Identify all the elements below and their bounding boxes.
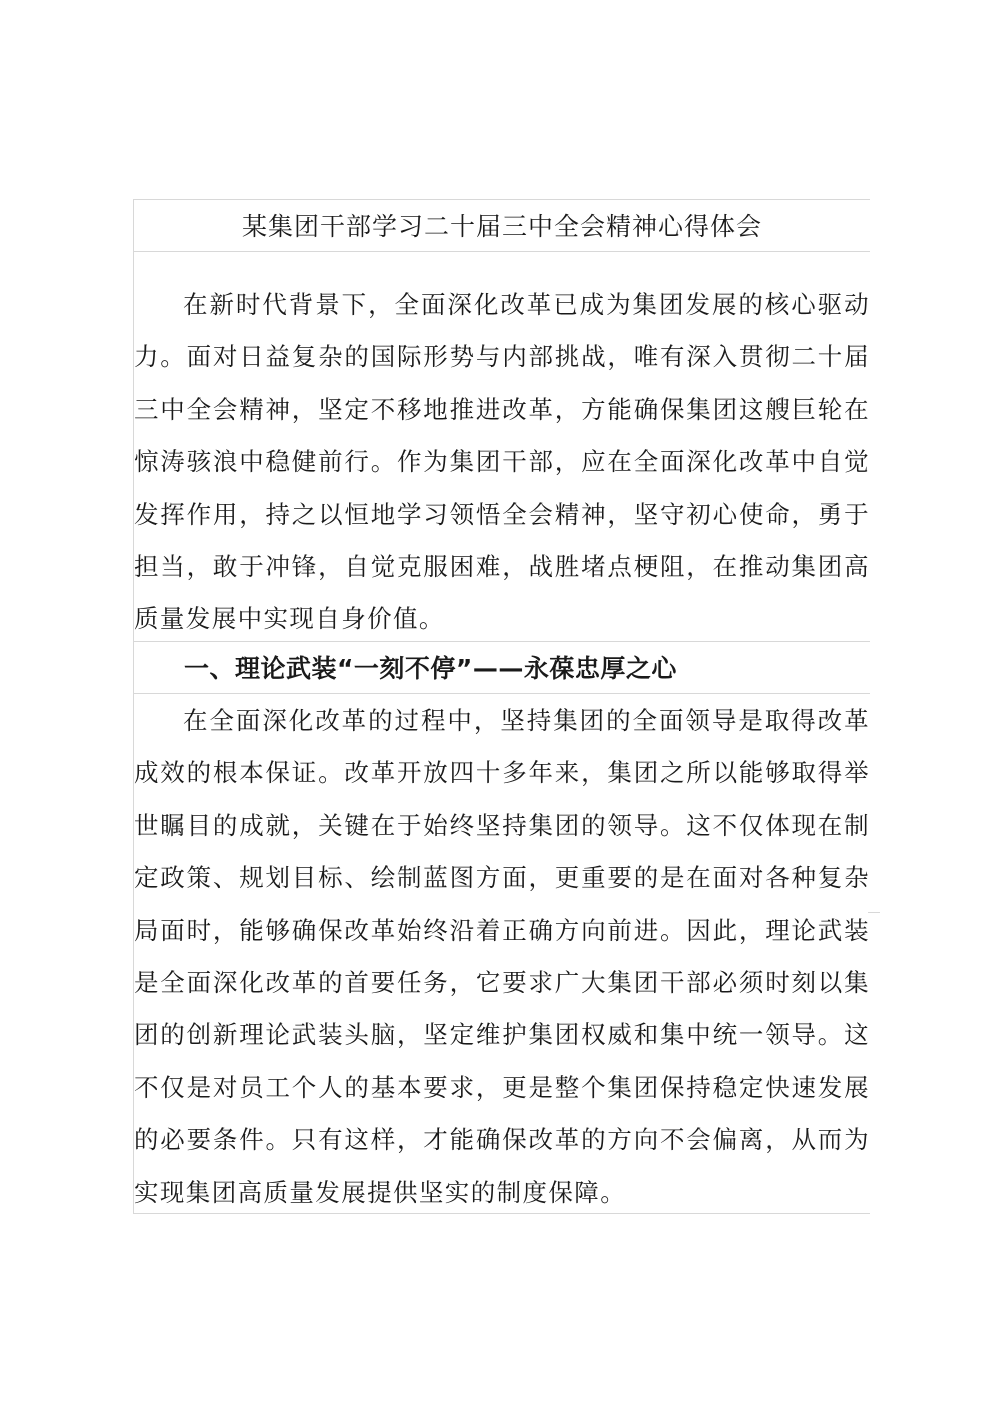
intro-paragraph: 在新时代背景下，全面深化改革已成为集团发展的核心驱动力。面对日益复杂的国际形势与内部挑战，唯有深入贯彻二十届三中全会精神，坚定不移地推进改革，方能确保集团这艘巨轮在惊涛骇浪中稳健前行。作为集团干部，应在全面深化改革中自觉发挥作用，持之以恒地学习领悟全会精神，坚守初心使命，勇于担当，敢于冲锋，自觉克服困难，战胜堵点梗阻，在推动集团高质量发展中实现自身价值。 (134, 290, 870, 634)
title-bottom-line (134, 251, 870, 252)
section-heading: 一、理论武装“一刻不停”——永葆忠厚之心 (184, 654, 677, 683)
document-title: 某集团干部学习二十届三中全会精神心得体会 (241, 212, 762, 241)
section-body-paragraph: 在全面深化改革的过程中，坚持集团的全面领导是取得改革成效的根本保证。改革开放四十多年来，集团之所以能够取得举世瞩目的成就，关键在于始终坚持集团的领导。这不仅体现在制定政策、规划目标、绘制蓝图方面，更重要的是在面对各种复杂局面时，能够确保改革始终沿着正确方向前进。因此，理论武装是全面深化改革的首要任务，它要求广大集团干部必须时刻以集团的创新理论武装头脑，坚定维护集团权威和集中统一领导。这不仅是对员工个人的基本要求，更是整个集团保持稳定快速发展的必要条件。只有这样，才能确保改革的方向不会偏离，从而为实现集团高质量发展提供坚实的制度保障。 (134, 706, 870, 1207)
frame-top-line (134, 199, 870, 200)
